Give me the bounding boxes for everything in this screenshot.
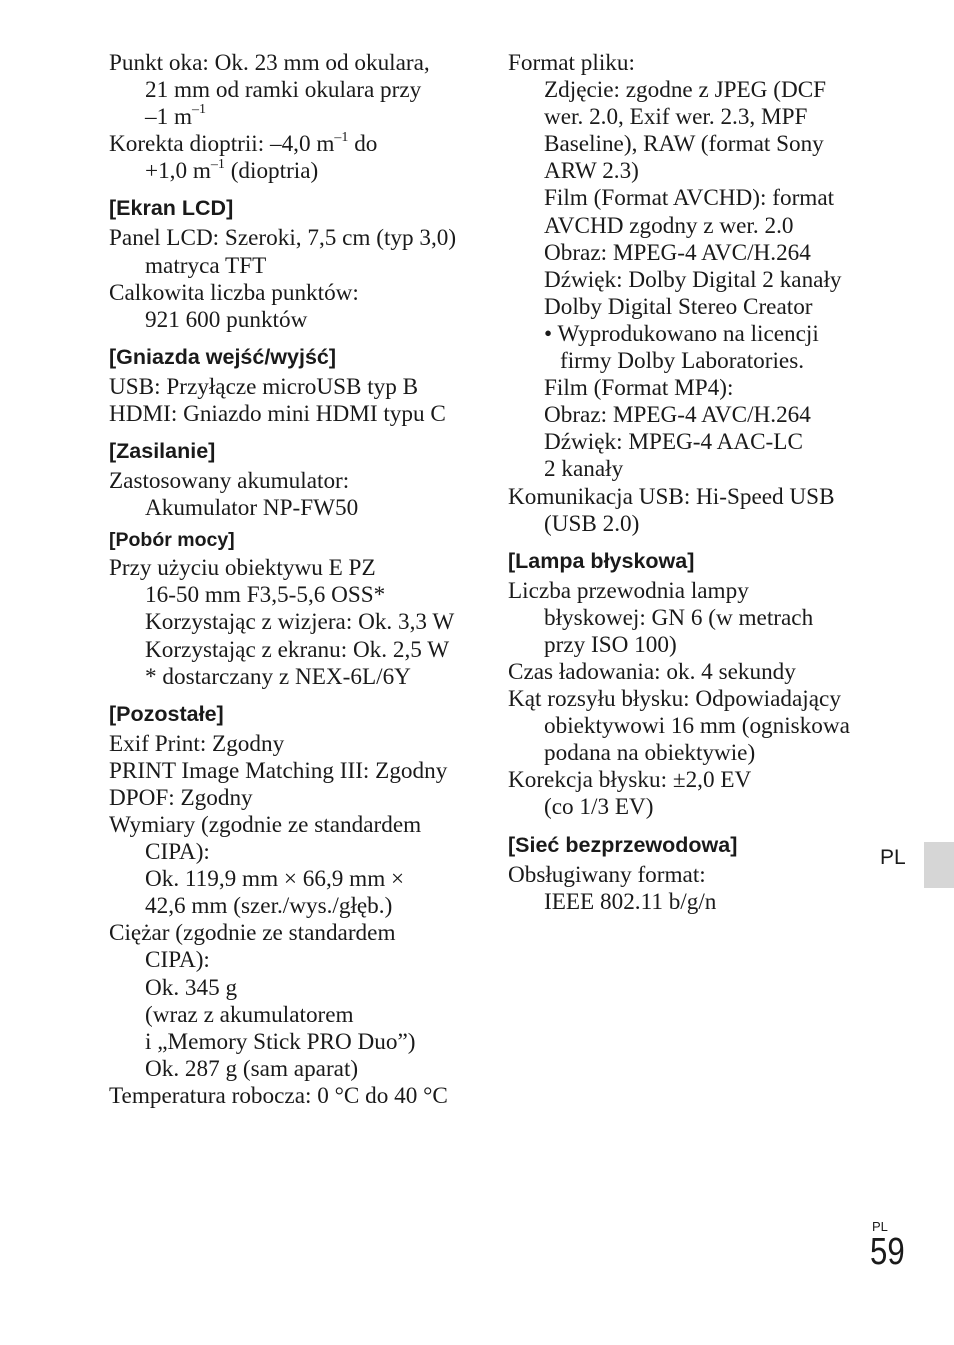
- spec-line: USB: Przyłącze microUSB typ B: [109, 373, 419, 400]
- spec-line: Ok. 119,9 mm × 66,9 mm ×: [145, 866, 405, 893]
- spec-line: Baseline), RAW (format Sony: [544, 131, 824, 158]
- spec-line: 21 mm od ramki okulara przy: [145, 77, 422, 104]
- spec-line: Wymiary (zgodnie ze standardem: [109, 811, 422, 838]
- spec-line: obiektywowi 16 mm (ogniskowa: [544, 713, 850, 740]
- section-heading-lampa: [Lampa błyskowa]: [508, 548, 695, 573]
- section-heading-ekran: [Ekran LCD]: [109, 196, 234, 221]
- spec-line: HDMI: Gniazdo mini HDMI typu C: [109, 400, 446, 427]
- superscript: –1: [192, 102, 207, 118]
- spec-line: (USB 2.0): [544, 510, 640, 537]
- spec-line: 921 600 punktów: [145, 306, 308, 333]
- superscript: –1: [210, 156, 225, 172]
- spec-line: Ok. 345 g: [145, 974, 238, 1001]
- spec-line: Korzystając z ekranu: Ok. 2,5 W: [145, 636, 450, 663]
- spec-line: Korekcja błysku: ±2,0 EV: [508, 767, 752, 794]
- page-number: 59: [870, 1231, 905, 1273]
- bullet-item: • Wyprodukowano na licencji: [544, 320, 819, 347]
- right-column: [508, 50, 868, 916]
- spec-line: ARW 2.3): [544, 158, 639, 185]
- spec-line: 2 kanały: [544, 456, 624, 483]
- spec-line: Obraz: MPEG-4 AVC/H.264: [544, 402, 811, 429]
- spec-line: Korekta dioptrii: –4,0 $m^{-1}$ do: [109, 129, 378, 158]
- section-heading-gniazda: [Gniazda wejść/wyjść]: [109, 344, 337, 369]
- spec-line: podana na obiektywie): [544, 740, 756, 767]
- spec-line: Punkt oka: Ok. 23 mm od okulara,: [109, 50, 430, 76]
- spec-line: Dolby Digital Stereo Creator: [544, 293, 813, 320]
- spec-line: Obsługiwany format:: [508, 861, 706, 888]
- spec-line: matryca TFT: [145, 252, 267, 279]
- section-heading-zasilanie: [Zasilanie]: [109, 439, 216, 464]
- spec-line: Format pliku:: [508, 50, 635, 76]
- spec-line: 16-50 mm F3,5-5,6 OSS*: [145, 582, 386, 609]
- spec-line: (wraz z akumulatorem: [145, 1001, 354, 1028]
- spec-line: Akumulator NP-FW50: [145, 495, 359, 522]
- footnote: * dostarczany z NEX-6L/6Y: [145, 663, 411, 690]
- section-heading-pobor: [Pobór mocy]: [109, 529, 235, 552]
- spec-line: Obraz: MPEG-4 AVC/H.264: [544, 239, 811, 266]
- spec-line: 42,6 mm (szer./wys./głęb.): [145, 893, 393, 920]
- spec-line: Korzystając z wizjera: Ok. 3,3 W: [145, 609, 455, 636]
- spec-line: DPOF: Zgodny: [109, 784, 253, 811]
- spec-line: +1,0 $m^{-1}$ (dioptria): [145, 156, 319, 185]
- spec-line: Przy użyciu obiektywu E PZ: [109, 555, 376, 582]
- left-column: [109, 50, 474, 1110]
- spec-line: Dźwięk: Dolby Digital 2 kanały: [544, 266, 842, 293]
- section-heading-siec: [Sieć bezprzewodowa]: [508, 832, 738, 857]
- spec-line: Kąt rozsyłu błysku: Odpowiadający: [508, 686, 841, 713]
- superscript: –1: [334, 129, 349, 145]
- spec-line: Ciężar (zgodnie ze standardem: [109, 920, 396, 947]
- spec-line: Film (Format AVCHD): format: [544, 185, 835, 212]
- spec-line: PRINT Image Matching III: Zgodny: [109, 757, 448, 784]
- spec-line: Zdjęcie: zgodne z JPEG (DCF: [544, 77, 827, 104]
- spec-line: Ok. 287 g (sam aparat): [145, 1055, 359, 1082]
- spec-line: Liczba przewodnia lampy: [508, 577, 749, 604]
- spec-line: wer. 2.0, Exif wer. 2.3, MPF: [544, 104, 808, 131]
- spec-line: –1 $m^{-1}$: [145, 102, 207, 131]
- spec-line: Film (Format MP4):: [544, 375, 734, 402]
- section-heading-pozostale: [Pozostałe]: [109, 701, 224, 726]
- spec-line: Calkowita liczba punktów:: [109, 279, 359, 306]
- spec-line: CIPA):: [145, 839, 210, 866]
- spec-line: Komunikacja USB: Hi-Speed USB: [508, 483, 835, 510]
- spec-line: AVCHD zgodny z wer. 2.0: [544, 212, 794, 239]
- language-tab-marker: [924, 842, 954, 888]
- spec-line: Temperatura robocza: 0 °C do 40 °C: [109, 1082, 448, 1109]
- spec-line: Czas ładowania: ok. 4 sekundy: [508, 658, 796, 685]
- spec-line: IEEE 802.11 b/g/n: [544, 888, 717, 915]
- spec-line: CIPA):: [145, 947, 210, 974]
- spec-line: Exif Print: Zgodny: [109, 730, 285, 757]
- spec-line: Dźwięk: MPEG-4 AAC-LC: [544, 429, 803, 456]
- spec-line: (co 1/3 EV): [544, 794, 654, 821]
- spec-line: i „Memory Stick PRO Duo”): [145, 1028, 416, 1055]
- page-language-label: PL: [872, 1219, 888, 1234]
- spec-line: Panel LCD: Szeroki, 7,5 cm (typ 3,0): [109, 225, 457, 252]
- spec-line: błyskowej: GN 6 (w metrach: [544, 604, 814, 631]
- spec-line: firmy Dolby Laboratories.: [560, 348, 805, 375]
- spec-line: Zastosowany akumulator:: [109, 468, 350, 495]
- spec-line: przy ISO 100): [544, 631, 677, 658]
- language-tab-label: PL: [880, 846, 906, 869]
